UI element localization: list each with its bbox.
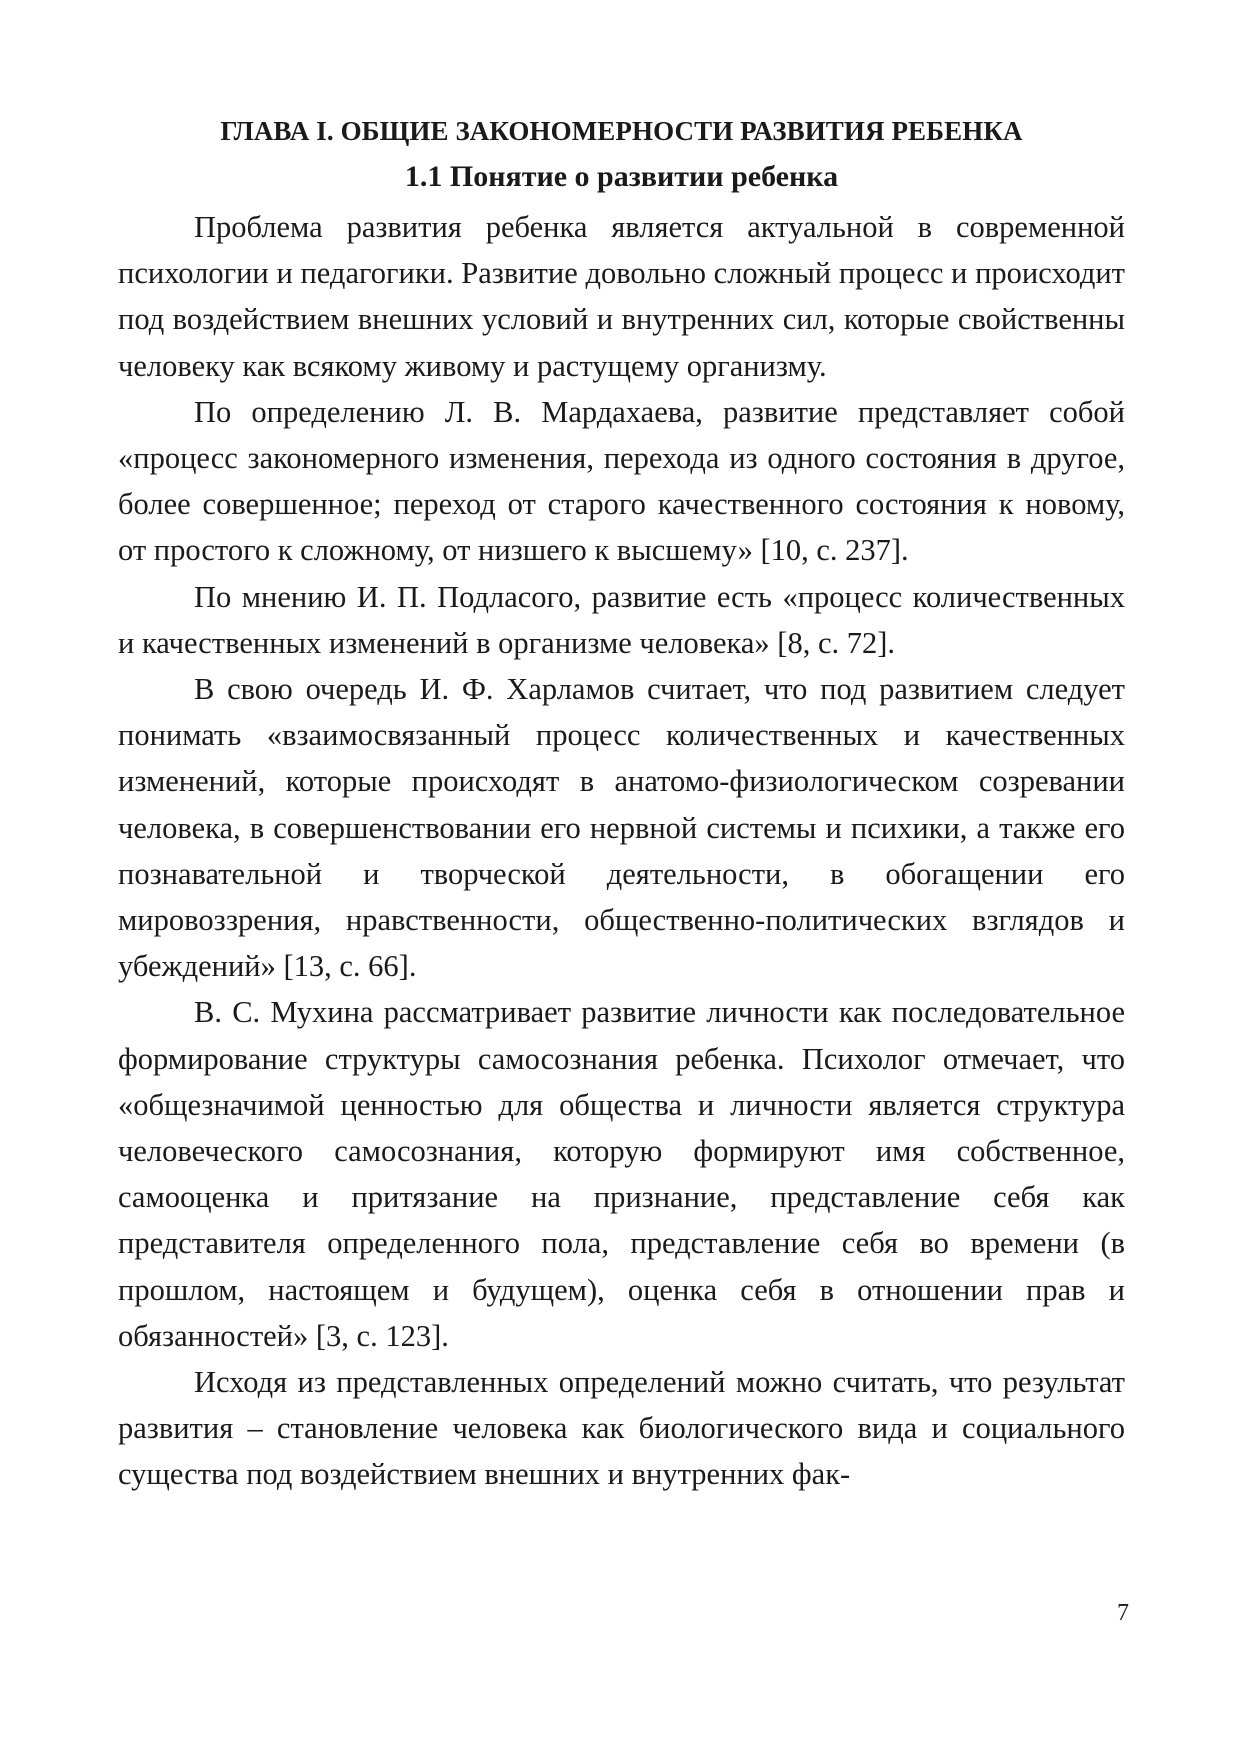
chapter-title: ГЛАВА I. ОБЩИЕ ЗАКОНОМЕРНОСТИ РАЗВИТИЯ РЕБЕНКА: [220, 116, 1023, 146]
paragraph-6: Исходя из представленных определений можно считать, что результат развития – становление человека как биологического вида и социального существа под воздействием внешних и внутренних фак-: [118, 1365, 1125, 1492]
paragraph-1: Проблема развития ребенка является актуальной в современной психологии и педагогики. Развитие довольно сложный процесс и происходит под воздействием внешних условий и внутренних сил, которые свойственны человеку как всякому живому и растущему организму.: [118, 210, 1125, 383]
paragraph-4: В свою очередь И. Ф. Харламов считает, что под развитием следует понимать «взаимосвязанный процесс количественных и качественных изменений, которые происходят в анатомо-физиологическом созревании человека, в совершенствовании его нервной системы и психики, а также его познавательной и творческой деятельности, в обогащении его мировоззрения, нравственности, общественно-политических взглядов и убеждений» [13, с. 66].: [118, 672, 1125, 984]
paragraph-2: По определению Л. В. Мардахаева, развитие представляет собой «процесс закономерного изменения, перехода из одного состояния в другое, более совершенное; переход от старого качественного состояния к новому, от простого к сложному, от низшего к высшему» [10, с. 237].: [118, 394, 1125, 568]
page-number: 7: [1117, 1600, 1129, 1626]
section-title: 1.1 Понятие о развитии ребенка: [404, 160, 839, 193]
paragraph-3: По мнению И. П. Подласого, развитие есть «процесс количественных и качественных изменений в организме человека» [8, с. 72].: [118, 579, 1125, 660]
page-content: [118, 108, 1125, 1498]
paragraph-5: В. С. Мухина рассматривает развитие личности как последовательное формирование структуры самосознания ребенка. Психолог отмечает, что «общезначимой ценностью для общества и личности является структура человеческого самосознания, которую формируют имя собственное, самооценка и притязание на признание, представление себя как представителя определенного пола, представление себя во времени (в прошлом, настоящем и будущем), оценка себя в отношении прав и обязанностей» [3, с. 123].: [118, 995, 1125, 1353]
